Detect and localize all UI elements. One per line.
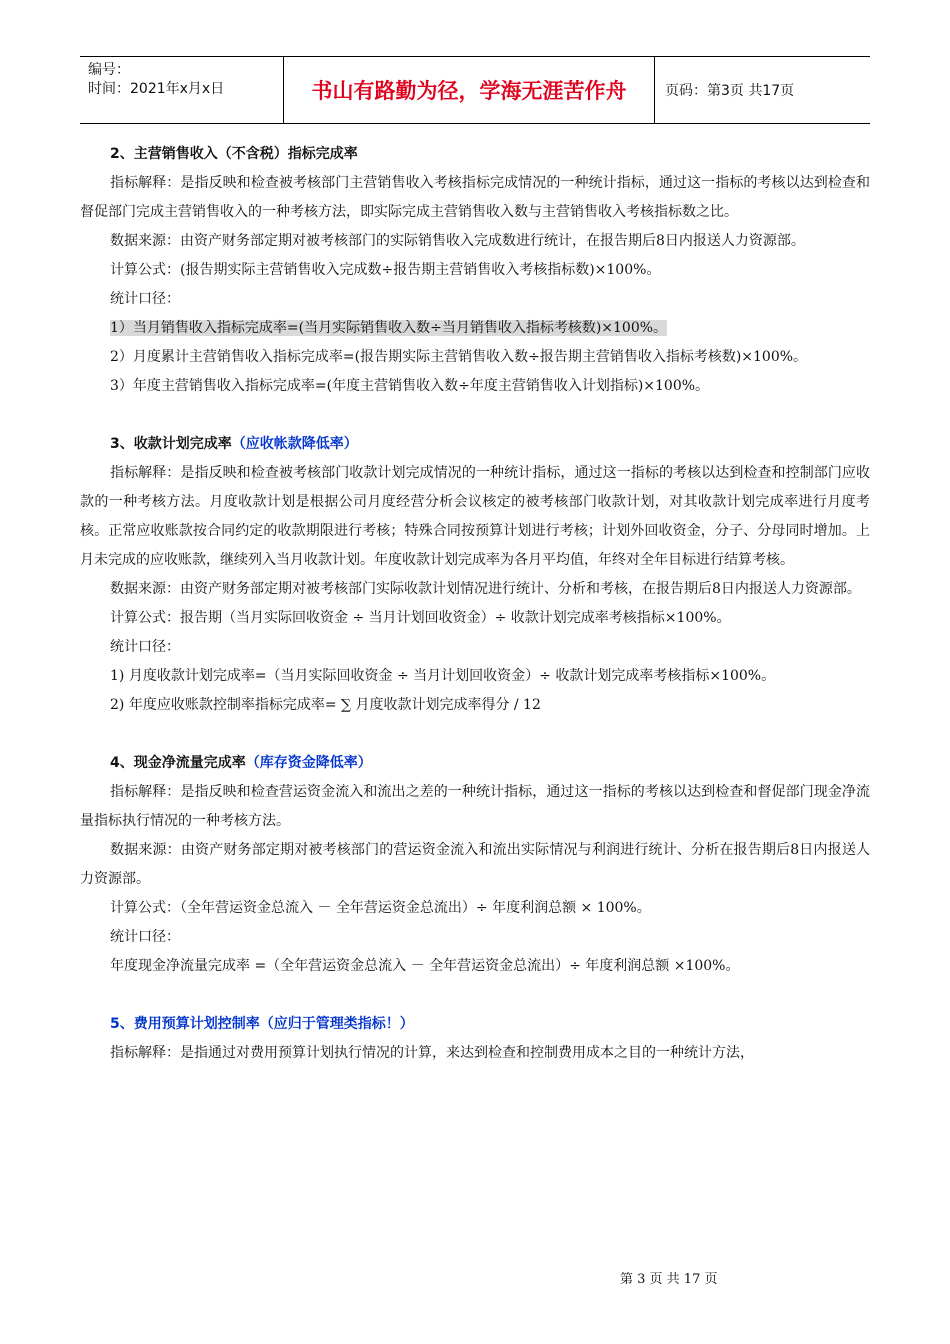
header-motto: 书山有路勤为径，学海无涯苦作舟 [283,57,655,123]
section-4-source: 数据来源：由资产财务部定期对被考核部门的营运资金流入和流出实际情况与利润进行统计、分析在报告期后8日内报送人力资源部。 [80,842,870,887]
section-2-scope: 统计口径： [110,291,180,307]
section-3-scope: 统计口径： [110,639,180,655]
section-2-explain: 指标解释：是指反映和检查被考核部门主营销售收入考核指标完成情况的一种统计指标，通过这一指标的考核以达到检查和督促部门完成主营销售收入的一种考核方法，即实际完成主营销售收入数与主营销售收入考核指标数之比。 [80,175,870,220]
section-3-formula: 计算公式：报告期（当月实际回收资金 ÷ 当月计划回收资金）÷ 收款计划完成率考核指标×100%。 [110,610,731,626]
doc-number-label: 编号： [88,62,130,78]
header-meta [80,57,283,123]
section-5-title: 5、费用预算计划控制率（应归于管理类指标！） [110,1016,414,1032]
section-4-title [80,749,870,778]
page-header [80,56,870,124]
section-4-title-note: （库存资金降低率） [245,755,372,771]
doc-time-label: 时间：2021年x月x日 [88,81,225,97]
header-page-info: 页码：第3页 共17页 [665,83,795,99]
section-3-explain-main: 指标解释：是指反映和检查被考核部门收款计划完成情况的一种统计指标，通过这一指标的考核以达到检查和控制部门应收款的一种考核方法。月度收款计划是根据公司月度经营分析会议核定的被考核部门收款计划，对其收款计划完成率进行月度考核。正常应收账款按合同约定的收款期限进行考核；特殊合同按预算计划进行考核；计划外回收资金，分子、分母同时增加。上月未完成的应收账款，继续列入当月收款计划。年度收款计划完成率为各月平均值， [80,465,870,568]
section-4-explain: 指标解释：是指反映和检查营运资金流入和流出之差的一种统计指标，通过这一指标的考核以达到检查和督促部门现金净流量指标执行情况的一种考核方法。 [80,784,870,829]
section-4-title-text: 4、现金净流量完成率 [110,755,246,771]
document-body [80,140,870,1068]
section-3-item-1: 1) 月度收款计划完成率=（当月实际回收资金 ÷ 当月计划回收资金）÷ 收款计划完成率考核指标×100%。 [110,668,776,684]
section-3-item-2: 2) 年度应收账款控制率指标完成率= ∑ 月度收款计划完成率得分 / 12 [110,697,541,713]
section-2-item-2: 2）月度累计主营销售收入指标完成率=(报告期实际主营销售收入数÷报告期主营销售收入指标考核数)×100%。 [110,349,808,365]
page-footer: 第 3 页 共 17 页 [620,1272,718,1287]
section-3-source: 数据来源：由资产财务部定期对被考核部门实际收款计划情况进行统计、分析和考核，在报告期后8日内报送人力资源部。 [110,581,861,597]
section-2-source: 数据来源：由资产财务部定期对被考核部门的实际销售收入完成数进行统计，在报告期后8日内报送人力资源部。 [110,233,805,249]
section-3-title-text: 3、收款计划完成率 [110,436,232,452]
highlighted-text: 1）当月销售收入指标完成率=(当月实际销售收入数÷当月销售收入指标考核数)×100%。 [110,320,668,336]
section-3-title [80,430,870,459]
section-3-explain [80,459,870,575]
section-2-formula: 计算公式：(报告期实际主营销售收入完成数÷报告期主营销售收入考核指标数)×100%。 [110,262,661,278]
section-2-item-3: 3）年度主营销售收入指标完成率=(年度主营销售收入数÷年度主营销售收入计划指标)×100%。 [110,378,710,394]
section-5-explain: 指标解释：是指通过对费用预算计划执行情况的计算，来达到检查和控制费用成本之目的一种统计方法， [110,1045,754,1061]
section-4-formula: 计算公式：（全年营运资金总流入 － 全年营运资金总流出）÷ 年度利润总额 × 100%。 [110,900,651,916]
section-2-title: 2、主营销售收入（不含税）指标完成率 [110,146,358,162]
section-3-explain-tail: 年终对全年目标进行结算考核。 [598,552,794,568]
section-4-item-1: 年度现金净流量完成率 =（全年营运资金总流入 － 全年营运资金总流出）÷ 年度利润总额 ×100%。 [110,958,740,974]
section-4-scope: 统计口径： [110,929,180,945]
section-2-item-1 [80,314,870,343]
section-3-title-note: （应收帐款降低率） [231,436,358,452]
